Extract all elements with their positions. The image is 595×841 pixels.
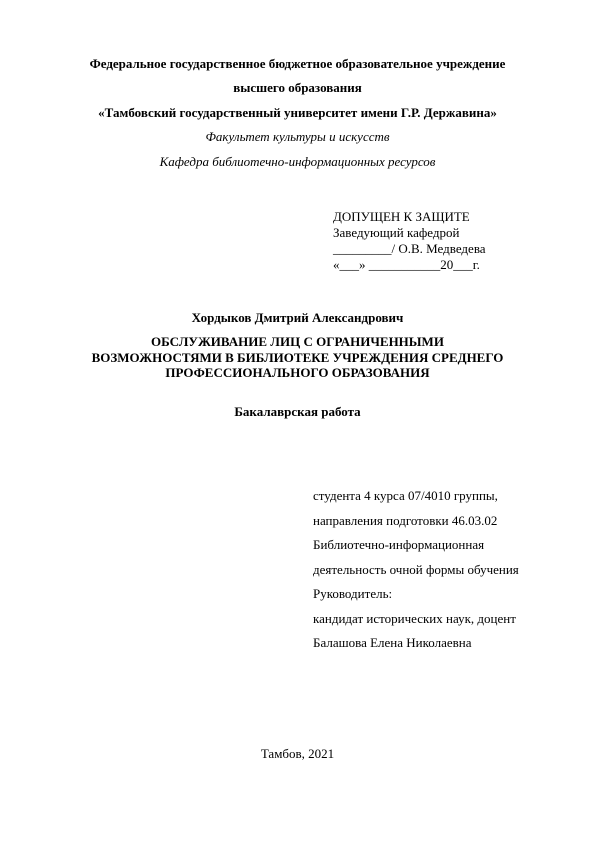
faculty-name: Факультет культуры и искусств: [205, 129, 390, 144]
head-of-department-label: Заведующий кафедрой: [333, 225, 460, 240]
city-year: Тамбов, 2021: [260, 746, 335, 761]
work-type: Бакалаврская работа: [234, 404, 361, 419]
thesis-title-line-1: ОБСЛУЖИВАНИЕ ЛИЦ С ОГРАНИЧЕННЫМИ: [151, 334, 444, 349]
student-info-line: деятельность очной формы обучения: [313, 561, 519, 577]
student-info-block: [313, 484, 519, 656]
student-info-line: направления подготовки 46.03.02: [313, 512, 498, 528]
institution-line-1: Федеральное государственное бюджетное образовательное учреждение: [89, 56, 506, 71]
department-name: Кафедра библиотечно-информационных ресурсов: [159, 154, 436, 169]
supervisor-name: Балашова Елена Николаевна: [313, 635, 472, 650]
institution-line-2: высшего образования: [233, 80, 362, 95]
approval-date-line: «___» ___________20___г.: [333, 257, 480, 272]
thesis-title-line-3: ПРОФЕССИОНАЛЬНОГО ОБРАЗОВАНИЯ: [165, 365, 430, 380]
signature-line: _________/ О.В. Медведева: [333, 241, 486, 256]
student-info-line: студента 4 курса 07/4010 группы,: [313, 488, 498, 503]
supervisor-degree: кандидат исторических наук, доцент: [313, 610, 516, 626]
supervisor-label: Руководитель:: [313, 586, 393, 601]
university-name: «Тамбовский государственный университет имени Г.Р. Державина»: [98, 105, 497, 120]
thesis-title: [60, 334, 535, 381]
admitted-to-defense: ДОПУЩЕН К ЗАЩИТЕ: [333, 209, 470, 224]
approval-block: [333, 209, 486, 273]
thesis-title-line-2: ВОЗМОЖНОСТЯМИ В БИБЛИОТЕКЕ УЧРЕЖДЕНИЯ СРЕДНЕГО: [91, 349, 504, 365]
author-name: Хордыков Дмитрий Александрович: [191, 310, 404, 325]
student-info-line: Библиотечно-информационная: [313, 537, 485, 552]
